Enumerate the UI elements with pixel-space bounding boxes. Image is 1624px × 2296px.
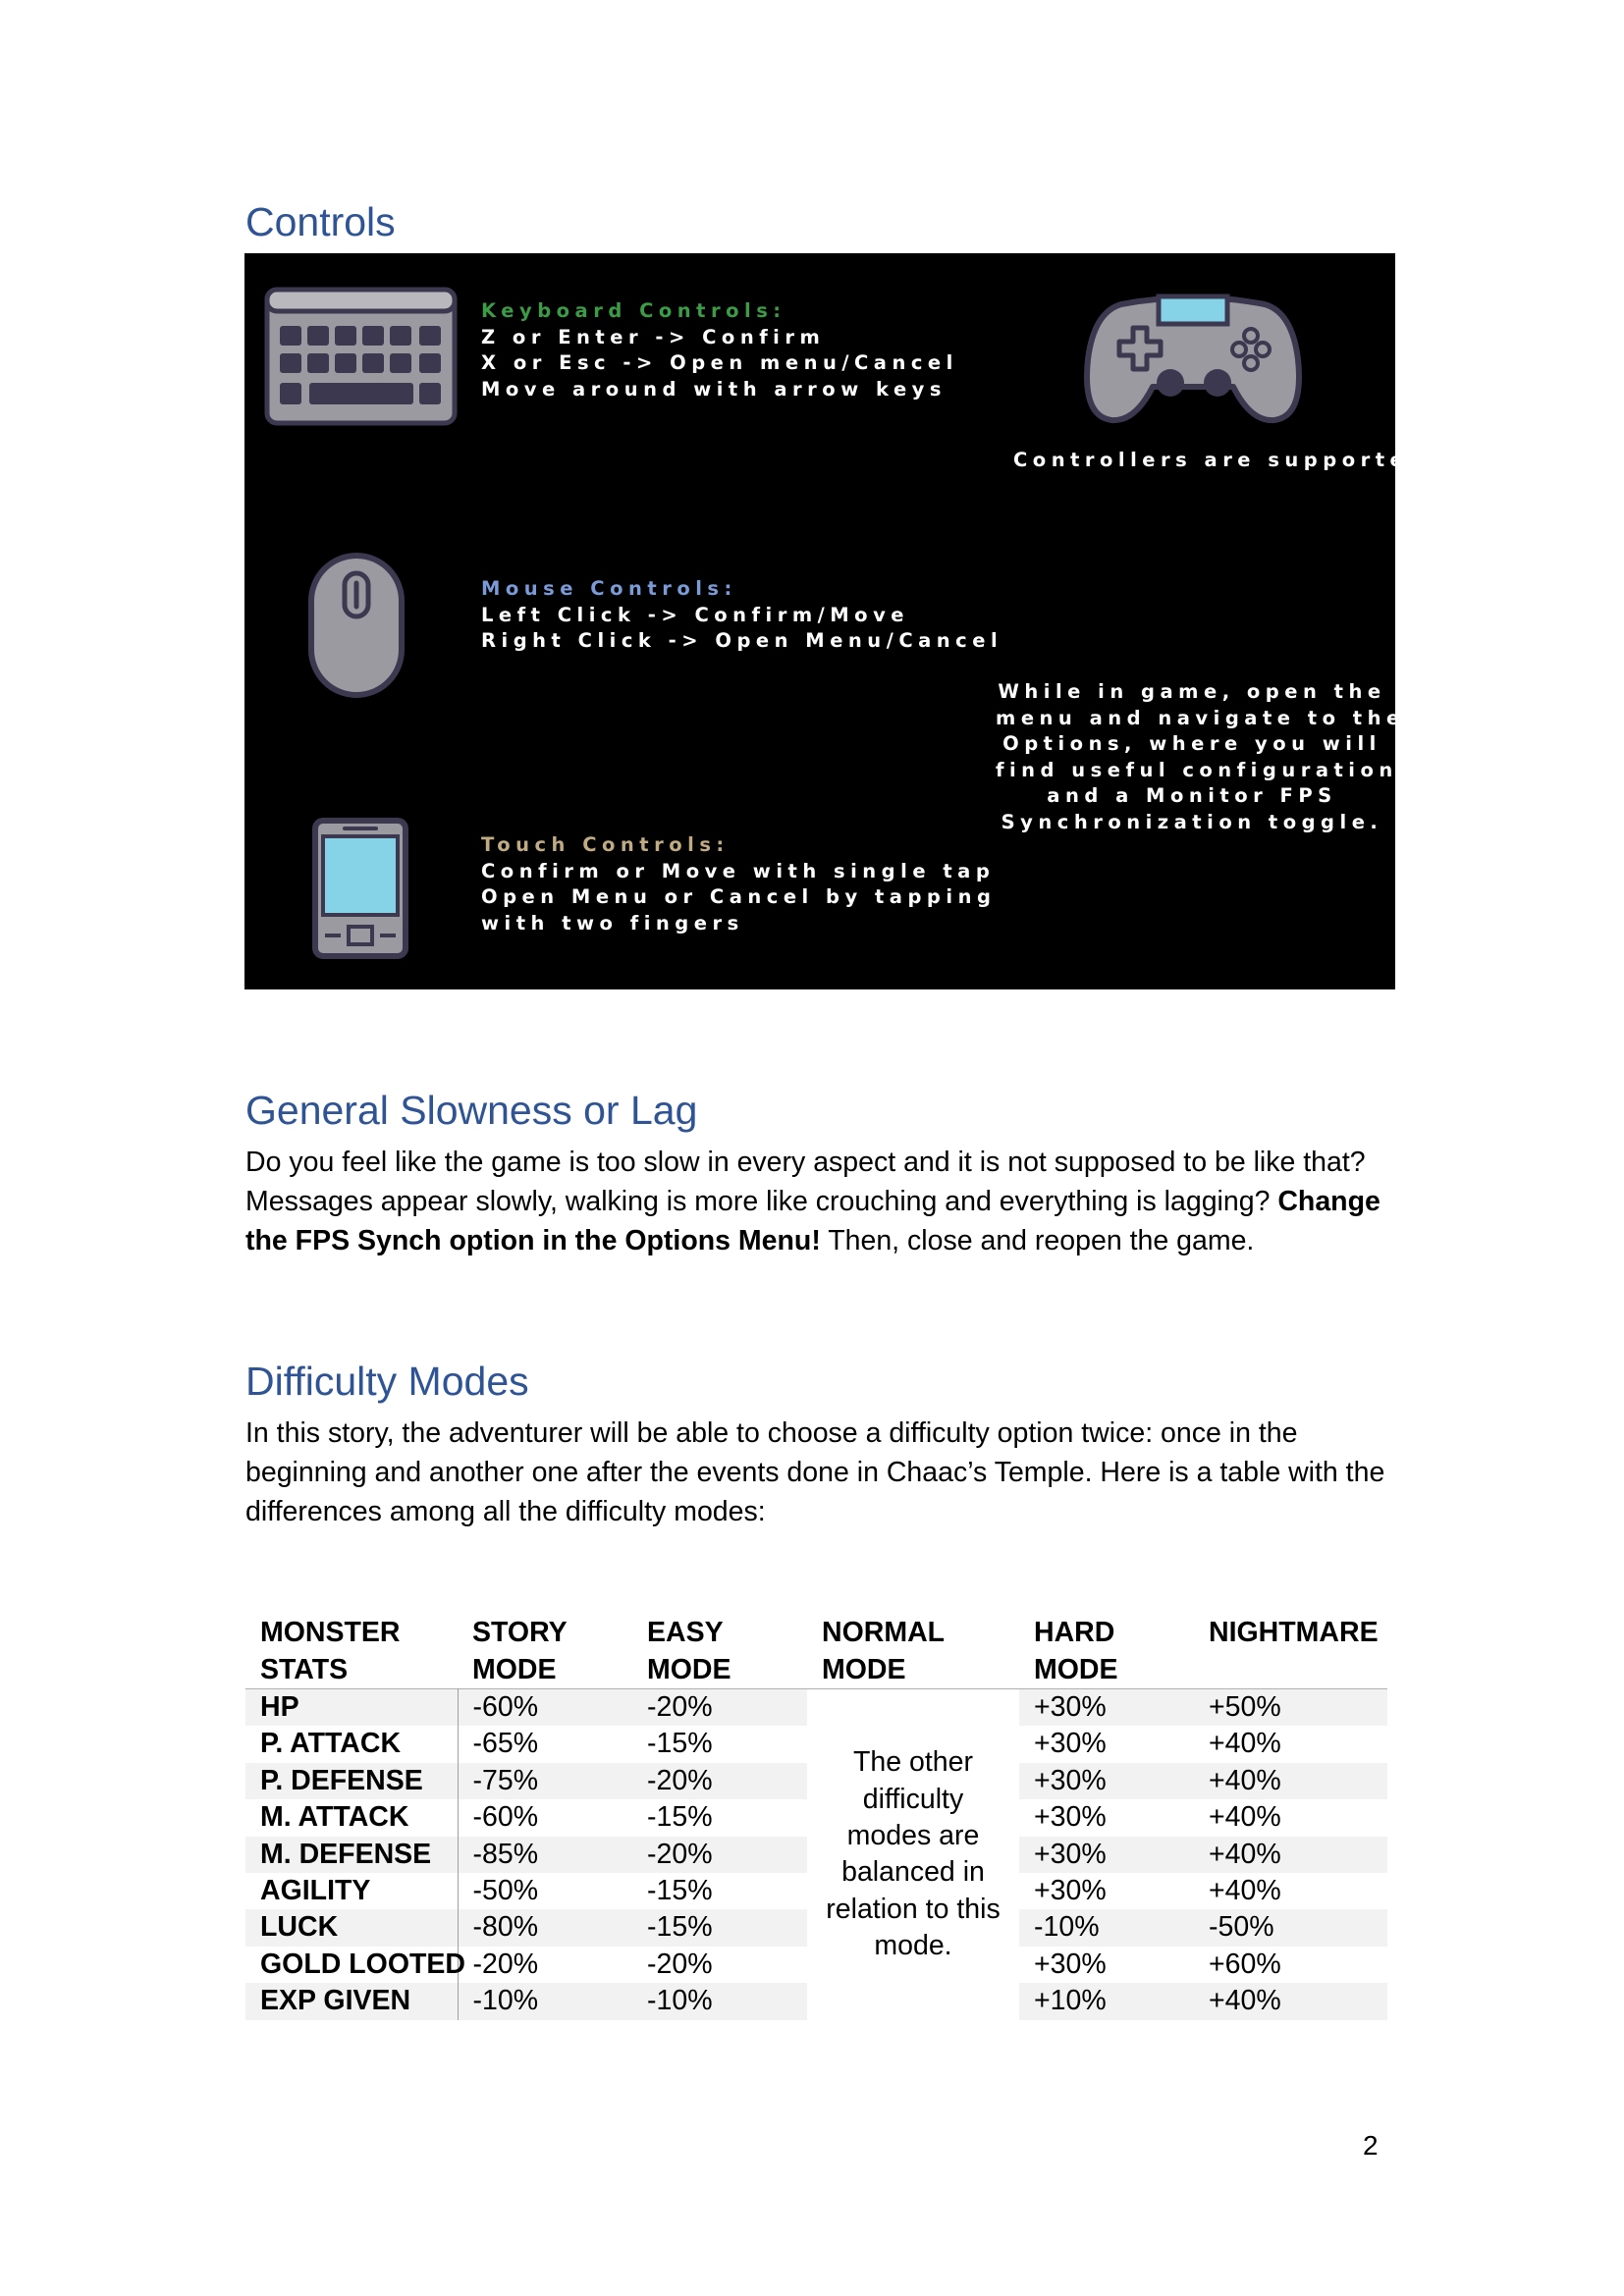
stat-name: AGILITY [245, 1873, 458, 1909]
hard-value: +10% [1019, 1983, 1194, 2019]
options-note-line: Synchronization toggle. [1001, 810, 1383, 833]
table-row [245, 1689, 1387, 1727]
hard-value: +30% [1034, 1948, 1107, 1980]
table-header: HARD MODE [1034, 1617, 1118, 1685]
story-value: -10% [458, 1983, 632, 2019]
hard-value: -10% [1019, 1909, 1194, 1946]
easy-value: -10% [632, 1983, 807, 2019]
keyboard-controls-title: Keyboard Controls: [481, 299, 786, 322]
table-header: MONSTER STATS [260, 1617, 401, 1685]
table-header: NORMAL MODE [822, 1617, 945, 1685]
easy-value: -20% [647, 1948, 713, 1980]
nightmare-value: +60% [1209, 1948, 1281, 1980]
table-header: EASY MODE [647, 1617, 731, 1685]
nightmare-value: +40% [1194, 1837, 1387, 1873]
stat-name: GOLD LOOTED [245, 1947, 458, 1983]
lag-bold-text: Change the FPS Synch option in the Options Menu! [245, 1186, 1380, 1256]
stat-name: LUCK [245, 1909, 458, 1946]
lag-text-end: Then, close and reopen the game. [820, 1225, 1255, 1256]
mouse-controls-title: Mouse Controls: [481, 577, 737, 600]
touch-controls-title: Touch Controls: [481, 833, 730, 856]
nightmare-value: +40% [1209, 1875, 1281, 1907]
options-note-line: and a Monitor FPS [1047, 784, 1337, 807]
nightmare-value: +40% [1209, 1728, 1281, 1760]
stat-name: P. DEFENSE [245, 1763, 458, 1799]
nightmare-value: +40% [1209, 1801, 1281, 1834]
story-value: -60% [472, 1801, 539, 1834]
touch-line: Open Menu or Cancel by tapping [481, 885, 997, 908]
easy-value: -20% [632, 1689, 807, 1727]
nightmare-value: +50% [1194, 1689, 1387, 1727]
controls-image [244, 253, 1440, 989]
hard-value: +30% [1034, 1728, 1107, 1760]
touch-line: with two fingers [481, 911, 744, 934]
hard-value: +30% [1034, 1801, 1107, 1834]
controller-text: Controllers are supported. [1013, 449, 1440, 471]
story-value: -20% [472, 1948, 539, 1980]
normal-mode-note [807, 1689, 1019, 2020]
nightmare-value: +40% [1194, 1763, 1387, 1799]
keyboard-icon [264, 287, 458, 426]
table-header: STORY MODE [472, 1617, 568, 1685]
controls-heading: Controls [245, 199, 396, 244]
lag-heading: General Slowness or Lag [245, 1088, 698, 1133]
lag-paragraph [245, 1143, 1394, 1260]
easy-value: -15% [647, 1728, 713, 1760]
nightmare-value: -50% [1194, 1909, 1387, 1946]
keyboard-line: Move around with arrow keys [481, 377, 947, 400]
table-header-row [245, 1614, 1387, 1689]
options-note-text [996, 679, 1415, 835]
keyboard-line: X or Esc -> Open menu/Cancel [481, 351, 958, 374]
keyboard-controls-text [481, 298, 958, 402]
easy-value: -15% [647, 1801, 713, 1834]
smartphone-icon [311, 817, 409, 960]
options-note-line: find useful configurations [996, 758, 1415, 781]
mouse-line: Right Click -> Open Menu/Cancel [481, 629, 1003, 652]
mouse-line: Left Click -> Confirm/Move [481, 603, 910, 626]
stat-name: M. DEFENSE [245, 1837, 458, 1873]
stat-name: EXP GIVEN [245, 1983, 458, 2019]
keyboard-line: Z or Enter -> Confirm [481, 325, 826, 348]
story-value: -65% [472, 1728, 539, 1760]
options-note-line: Options, where you will [1002, 732, 1381, 755]
difficulty-table-wrap [245, 1614, 1387, 2020]
page-number: 2 [1363, 2130, 1379, 2161]
story-value: -75% [458, 1763, 632, 1799]
hard-value: +30% [1034, 1875, 1107, 1907]
hard-value: +30% [1019, 1689, 1194, 1727]
normal-mode-note-text: The other difficulty modes are balanced in relation to this mode. [826, 1746, 1001, 1962]
difficulty-heading: Difficulty Modes [245, 1359, 529, 1404]
stat-name: HP [245, 1689, 458, 1727]
difficulty-table [245, 1614, 1387, 2020]
options-note-line: While in game, open the [998, 680, 1386, 703]
options-note-line: menu and navigate to the [996, 706, 1405, 729]
easy-value: -20% [632, 1837, 807, 1873]
difficulty-paragraph: In this story, the adventurer will be able to choose a difficulty option twice: once in the beginning and another one after the events done in Chaac’s Temple. Here is a table with the differences among all the difficulty modes: [245, 1417, 1385, 1527]
hard-value: +30% [1019, 1837, 1194, 1873]
stat-name: M. ATTACK [245, 1799, 458, 1836]
nightmare-value: +40% [1194, 1983, 1387, 2019]
easy-value: -15% [632, 1909, 807, 1946]
mouse-controls-text [481, 576, 1002, 655]
easy-value: -20% [632, 1763, 807, 1799]
mouse-icon [307, 552, 406, 699]
lag-text: Do you feel like the game is too slow in every aspect and it is not supposed to be like that? Messages appear slowly, walking is more like crouching and everything is lagging? [245, 1147, 1366, 1217]
table-header: NIGHTMARE [1209, 1617, 1379, 1648]
easy-value: -15% [647, 1875, 713, 1907]
story-value: -50% [472, 1875, 539, 1907]
story-value: -80% [458, 1909, 632, 1946]
hard-value: +30% [1019, 1763, 1194, 1799]
touch-controls-text [481, 832, 996, 936]
gamepad-icon [1082, 291, 1304, 428]
story-value: -60% [458, 1689, 632, 1727]
story-value: -85% [458, 1837, 632, 1873]
stat-name: P. ATTACK [245, 1726, 458, 1762]
touch-line: Confirm or Move with single tap [481, 859, 996, 882]
